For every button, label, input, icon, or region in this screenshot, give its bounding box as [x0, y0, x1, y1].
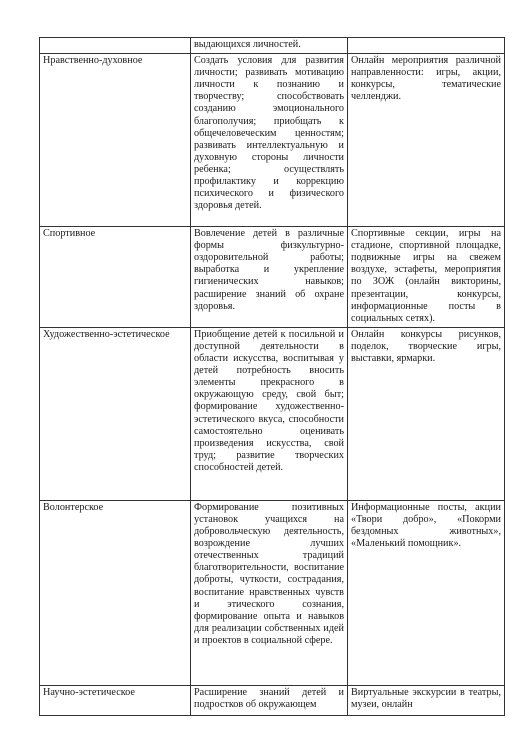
- direction-cell: Спортивное: [40, 227, 191, 328]
- direction-cell: [40, 38, 191, 54]
- direction-cell: Нравственно-духовное: [40, 54, 191, 227]
- forms-cell: Виртуальные экскурсии в театры, музеи, онлайн: [348, 685, 505, 715]
- forms-cell: Информационные посты, акции «Твори добро», «Покорми бездомных животных», «Маленький помощник».: [348, 500, 505, 685]
- goals-cell: Создать условия для развития личности; развивать мотивацию личности к познанию и творчеству; способствовать созданию эмоционального благополучия; приобщать к общечеловеческим ценностям; развивать интеллектуальную и духовную стороны личности ребенка; осуществлять профилактику и коррекцию психического и физического здоровья детей.: [191, 54, 348, 227]
- goals-cell: Вовлечение детей в различные формы физкультурно-оздоровительной работы; выработка и укрепление гигиенических навыков; расширение знаний об охране здоровья.: [191, 227, 348, 328]
- forms-cell: Онлайн мероприятия различной направленности: игры, акции, конкурсы, тематические челленджи.: [348, 54, 505, 227]
- goals-cell: Приобщение детей к посильной и доступной деятельности в области искусства, воспитывая у детей потребность вносить элементы прекрасного в окружающую среду, свой быт; формирование художественно-эстетического вкуса, способности самостоятельно оценивать произведения искусства, свой труд; развитие творческих способностей детей.: [191, 327, 348, 500]
- goals-cell: выдающихся личностей.: [191, 38, 348, 54]
- table-row: [40, 38, 505, 54]
- direction-cell: Научно-эстетическое: [40, 685, 191, 715]
- forms-cell: [348, 38, 505, 54]
- table-row: [40, 500, 505, 685]
- activity-table: [39, 37, 505, 716]
- goals-cell: Формирование позитивных установок учащихся на добровольческую деятельность, возрождение лучших отечественных традиций благотворительности, воспитание доброты, чуткости, сострадания, воспитание нравственных чувств и этического сознания, формирование опыта и навыков для реализации собственных идей и проектов в социальной сфере.: [191, 500, 348, 685]
- direction-cell: Волонтерское: [40, 500, 191, 685]
- table-row: [40, 54, 505, 227]
- table-row: [40, 227, 505, 328]
- forms-cell: Онлайн конкурсы рисунков, поделок, творческие игры, выставки, ярмарки.: [348, 327, 505, 500]
- goals-cell: Расширение знаний детей и подростков об окружающем: [191, 685, 348, 715]
- direction-cell: Художественно-эстетическое: [40, 327, 191, 500]
- table-row: [40, 685, 505, 715]
- forms-cell: Спортивные секции, игры на стадионе, спортивной площадке, подвижные игры на свежем воздухе, эстафеты, мероприятия по ЗОЖ (онлайн викторины, презентации, конкурсы, информационные посты в социальных сетях).: [348, 227, 505, 328]
- table-row: [40, 327, 505, 500]
